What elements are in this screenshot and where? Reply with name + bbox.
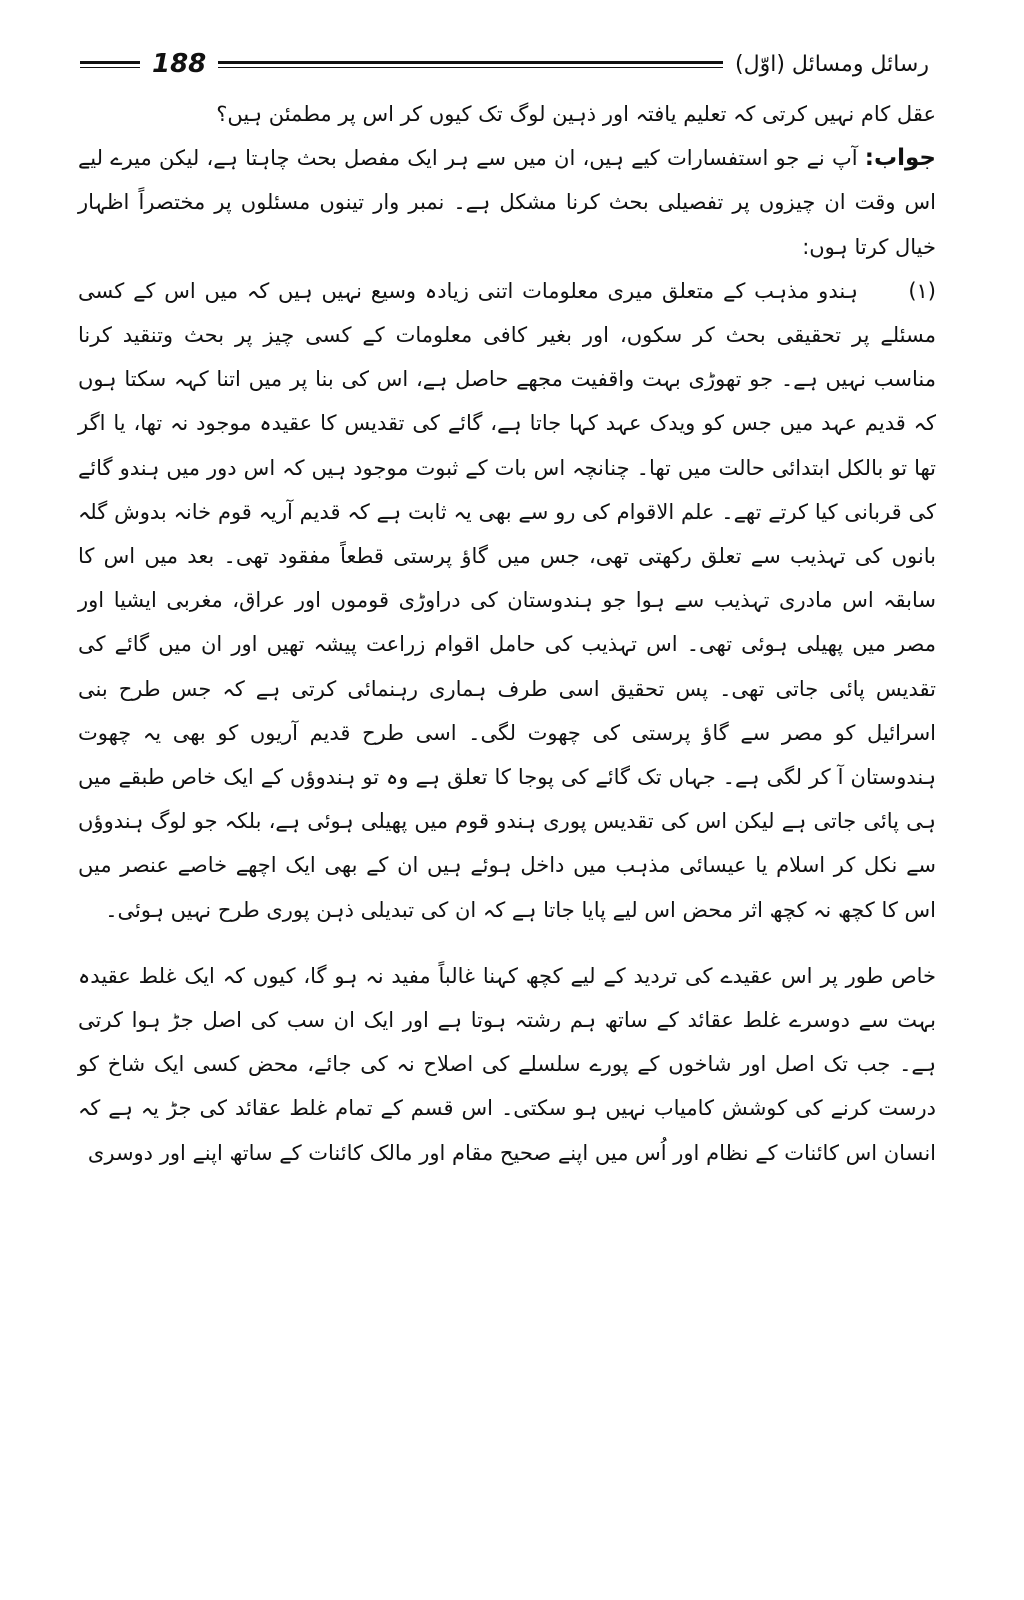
closing-paragraph: خاص طور پر اس عقیدے کی تردید کے لیے کچھ کہنا غالباً مفید نہ ہو گا، کیوں کہ ایک غلط عقیدہ بہت سے دوسرے غلط عقائد کے ساتھ ہم رشتہ ہوتا ہے اور ایک ان سب کی اصل جڑ ہوا کرتی ہے۔ جب تک اصل اور شاخوں کے پورے سلسلے کی اصلاح نہ کی جائے، محض کسی ایک شاخ کو درست کرنے کی کوشش کامیاب نہیں ہو سکتی۔ اس قسم کے تمام غلط عقائد کی جڑ یہ ہے کہ انسان اس کائنات کے نظام اور اُس میں اپنے صحیح مقام اور مالک کائنات کے ساتھ اپنے اور دوسری: [78, 963, 936, 1165]
page-body: [78, 92, 936, 1175]
question-tail: عقل کام نہیں کرتی کہ تعلیم یافتہ اور ذہین لوگ تک کیوں کر اس پر مطمئن ہیں؟: [216, 102, 936, 126]
header-rule-right: [218, 61, 723, 68]
paragraph-gap: [78, 932, 936, 954]
item-1-paragraph: [78, 269, 936, 932]
page-header: [80, 46, 929, 82]
answer-label: جواب:: [864, 145, 936, 172]
item-1-marker: (۱): [908, 278, 936, 303]
page-number: 188: [152, 49, 207, 79]
header-rule-left: [80, 61, 140, 68]
answer-intro: آپ نے جو استفسارات کیے ہیں، ان میں سے ہر ایک مفصل بحث چاہتا ہے، لیکن میرے لیے اس وقت ان چیزوں پر تفصیلی بحث کرنا مشکل ہے۔ نمبر وار تینوں مسئلوں پر مختصراً اظہار خیال کرتا ہوں:: [78, 146, 936, 259]
item-1-text: ہندو مذہب کے متعلق میری معلومات اتنی زیادہ وسیع نہیں ہیں کہ میں اس کے کسی مسئلے پر تحقیقی بحث کر سکوں، اور بغیر کافی معلومات کے کسی چیز پر بحث وتنقید کرنا مناسب نہیں ہے۔ جو تھوڑی بہت واقفیت مجھے حاصل ہے، اس کی بنا پر میں اتنا کہہ سکتا ہوں کہ قدیم عہد میں جس کو ویدک عہد کہا جاتا ہے، گائے کی تقدیس کا عقیدہ موجود نہ تھا، یا اگر تھا تو بالکل ابتدائی حالت میں تھا۔ چنانچہ اس بات کے ثبوت موجود ہیں کہ اس دور میں ہندو گائے کی قربانی کیا کرتے تھے۔ علم الاقوام کی رو سے بھی یہ ثابت ہے کہ قدیم آریہ قوم خانہ بدوش گلہ بانوں کی تہذیب سے تعلق رکھتی تھی، جس میں گاؤ پرستی قطعاً مفقود تھی۔ بعد میں اس کا سابقہ اس مادری تہذیب سے ہوا جو ہندوستان کی دراوڑی قوموں اور عراق، مغربی ایشیا اور مصر میں پھیلی ہوئی تھی۔ اس تہذیب کی حامل اقوام زراعت پیشہ تھیں اور ان میں گائے کی تقدیس پائی جاتی تھی۔ پس تحقیق اسی طرف ہماری رہنمائی کرتی ہے کہ جس طرح بنی اسرائیل کو مصر سے گاؤ پرستی کی چھوت لگی۔ اسی طرح قدیم آریوں کو بھی یہ چھوت ہندوستان آ کر لگی ہے۔ جہاں تک گائے کی پوجا کا تعلق ہے وہ تو ہندوؤں کے ایک خاص طبقے میں ہی پائی جاتی ہے لیکن اس کی تقدیس پوری ہندو قوم میں پھیلی ہوئی ہے، بلکہ جو لوگ ہندوؤں سے نکل کر اسلام یا عیسائی مذہب میں داخل ہوئے ہیں ان کے بھی ایک اچھے خاصے عنصر میں اس کا کچھ نہ کچھ اثر محض اس لیے پایا جاتا ہے کہ ان کی تبدیلی ذہن پوری طرح نہیں ہوئی۔: [78, 278, 937, 922]
running-title: رسائل ومسائل (اوّل): [735, 51, 929, 77]
answer-paragraph: [78, 136, 936, 269]
